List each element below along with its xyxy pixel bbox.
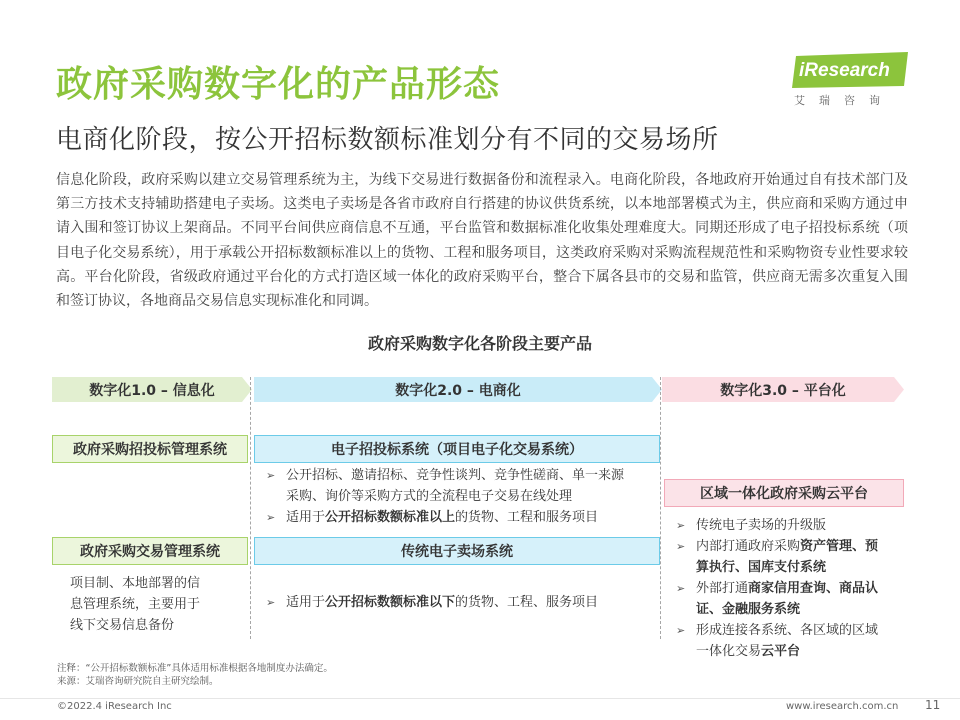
copyright: ©2022.4 iResearch Inc [57,701,172,712]
phase-2-arrow [254,377,662,402]
bullet-item-continued: 算执行、国库支付系统 [696,560,827,575]
bullet-item: ➢ 外部打通商家信用查询、商品认 [676,578,878,599]
regional-cloud-platform-box: 区域一体化政府采购云平台 [664,479,904,507]
logo-text: iResearch [799,60,890,81]
note-text: 注释：“公开招标数额标准”具体适用标准根据各地制度办法确定。 [57,663,333,674]
phase-1-arrow [52,377,252,402]
page-title: 政府采购数字化的产品形态 [56,64,501,105]
col1-desc-line: 息管理系统，主要用于 [70,597,201,612]
phase-1-label: 数字化1.0 – 信息化 [89,382,215,399]
e-mall-bullets [266,592,598,613]
phase-3-arrow [662,377,904,402]
col1-desc-line: 项目制、本地部署的信 [70,576,201,591]
source-text: 来源：艾瑞咨询研究院自主研究绘制。 [57,676,219,687]
e-bidding-bullets [266,465,624,528]
intro-paragraph: 信息化阶段，政府采购以建立交易管理系统为主，为线下交易进行数据备份和流程录入。电商化阶段，各地政府开始通过自有技术部门及第三方技术支持辅助搭建电子卖场。这类电子卖场是各省市政府自行搭建的协议供货系统，以本地部署模式为主，供应商和采购方通过申请入围和签订协议上架商品。不同平台间供应商信息不互通，平台监管和数据标准化收集处理难度大。同期还形成了电子招投标系统（项目电子化交易系统），用于承载公开招标数额标准以上的货物、工程和服务项目，这类政府采购对采购流程规范性和采购物资专业性要求较高。平台化阶段，省级政府通过平台化的方式打造区域一体化的政府采购平台，整合下属各县市的交易和监管，供应商无需多次重复入围和签订协议，各地商品交易信息实现标准化和同调。 [56,172,908,310]
chart-title: 政府采购数字化各阶段主要产品 [367,334,592,353]
bullet-item: ➢ 形成连接各系统、各区域的区域 [676,620,878,641]
logo-chinese: 艾瑞咨询 [794,94,894,107]
bullet-item: ➢ 公开招标、邀请招标、竞争性谈判、竞争性磋商、单一来源 [266,465,624,486]
cloud-platform-bullets [676,515,878,662]
col1-description [70,573,200,636]
bidding-management-system-box: 政府采购招投标管理系统 [52,435,248,463]
e-bidding-system-box: 电子招投标系统（项目电子化交易系统） [254,435,660,463]
bullet-item-continued: 证、金融服务系统 [696,602,801,617]
page-subtitle: 电商化阶段，按公开招标数额标准划分有不同的交易场所 [56,125,719,155]
footer-divider [0,698,960,699]
bullet-item: ➢ 适用于公开招标数额标准以上的货物、工程和服务项目 [266,507,624,528]
website-link[interactable]: www.iresearch.com.cn [786,701,899,712]
iresearch-logo [792,50,912,107]
traditional-e-mall-box: 传统电子卖场系统 [254,537,660,565]
bullet-item-continued: 采购、询价等采购方式的全流程电子交易在线处理 [286,489,573,504]
bullet-item: ➢ 适用于公开招标数额标准以下的货物、工程、服务项目 [266,592,598,613]
bullet-item: ➢ 内部打通政府采购资产管理、预 [676,536,878,557]
phase-divider-2 [660,377,661,639]
bullet-item: ➢ 传统电子卖场的升级版 [676,515,878,536]
footnotes [57,662,333,688]
phase-2-label: 数字化2.0 – 电商化 [395,382,521,399]
col1-desc-line: 线下交易信息备份 [70,618,175,633]
transaction-management-system-box: 政府采购交易管理系统 [52,537,248,565]
phase-divider-1 [250,377,251,639]
page-number: 11 [925,698,941,712]
phase-3-label: 数字化3.0 – 平台化 [720,382,846,399]
bullet-item-continued: 一体化交易云平台 [696,644,801,659]
